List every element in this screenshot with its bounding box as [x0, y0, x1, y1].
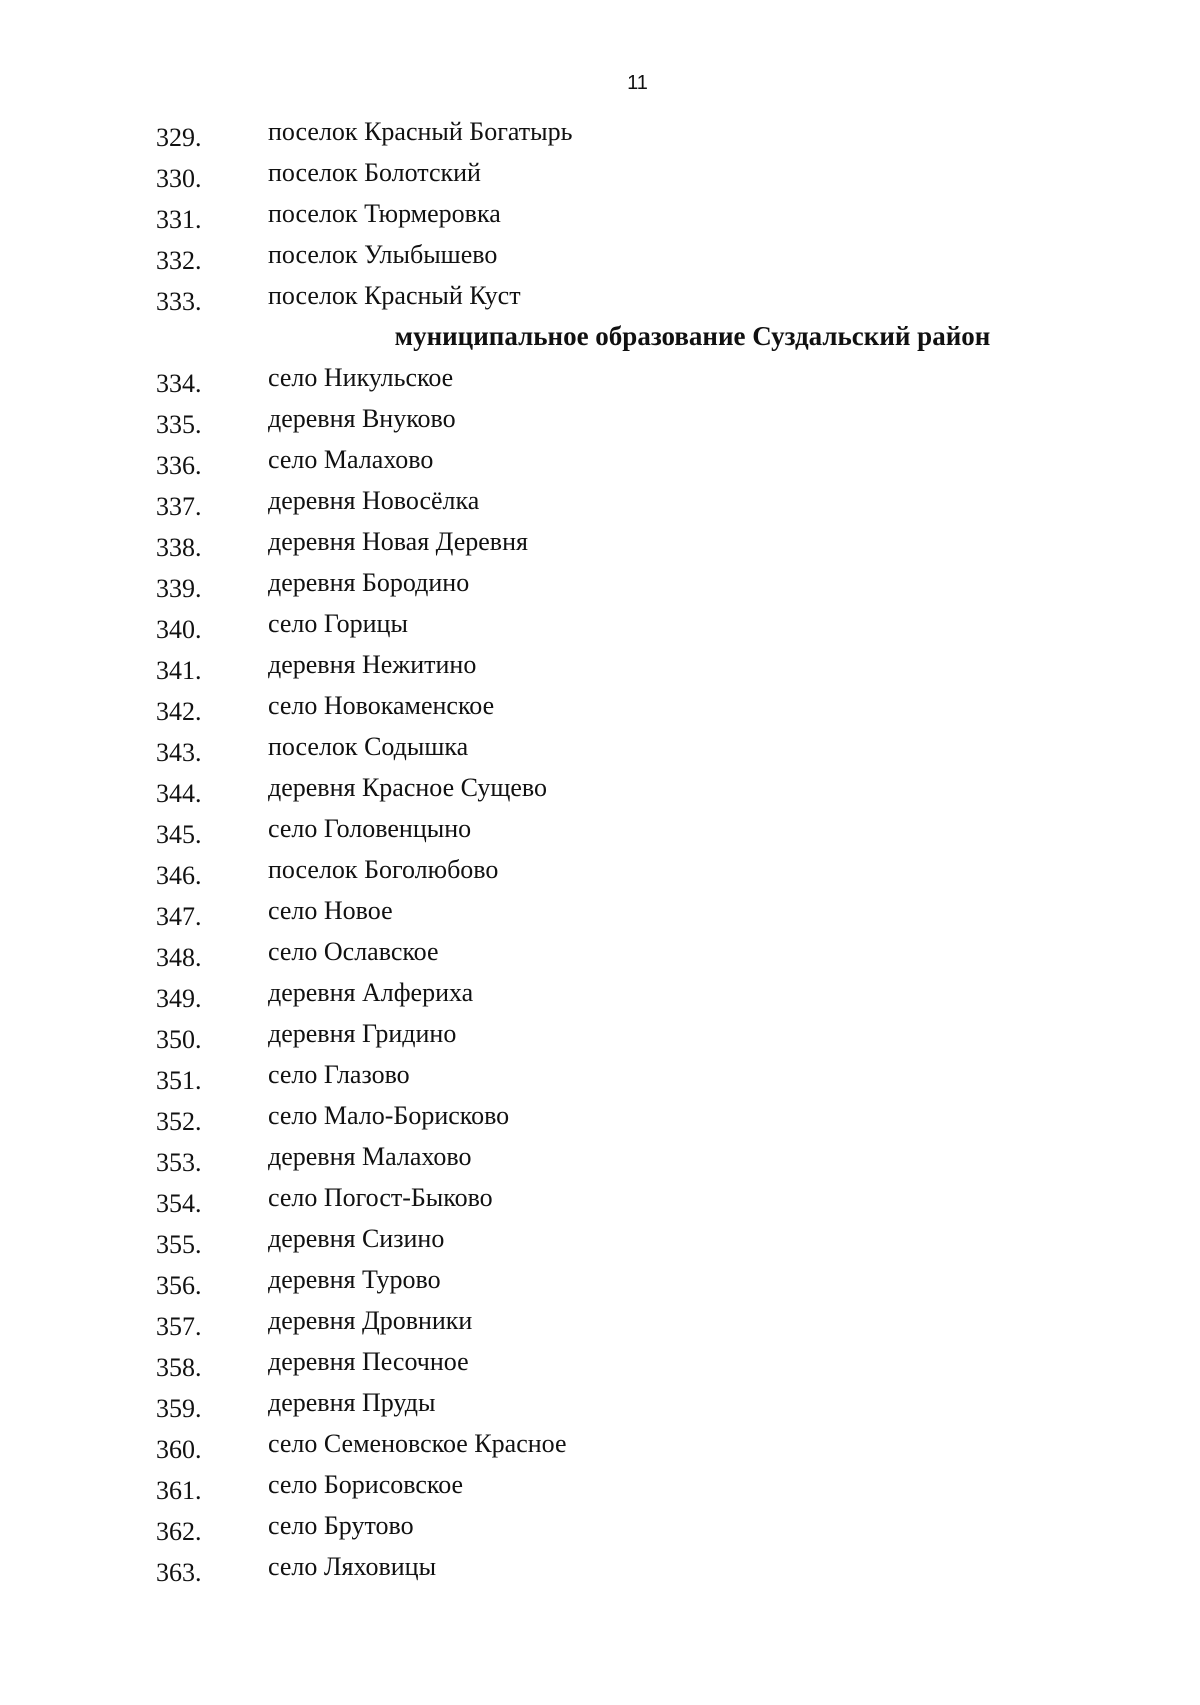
- item-number: 341.: [156, 656, 202, 685]
- list-item: [0, 521, 1200, 562]
- settlement-name: деревня Бородино: [268, 568, 470, 597]
- list-item: [0, 1300, 1200, 1341]
- item-number: 353.: [156, 1148, 202, 1177]
- list-item: [0, 1177, 1200, 1218]
- settlement-name: поселок Тюрмеровка: [268, 199, 501, 228]
- settlement-name: деревня Турово: [268, 1265, 441, 1294]
- list-item: [0, 1136, 1200, 1177]
- settlement-name: поселок Улыбышево: [268, 240, 498, 269]
- item-number: 348.: [156, 943, 202, 972]
- item-number: 349.: [156, 984, 202, 1013]
- list-item: [0, 685, 1200, 726]
- item-number: 335.: [156, 410, 202, 439]
- settlement-name: село Головенцыно: [268, 814, 472, 843]
- settlement-group-previous: [0, 111, 1200, 316]
- settlement-name: село Ославское: [268, 937, 439, 966]
- list-item: [0, 439, 1200, 480]
- list-item: [0, 890, 1200, 931]
- list-item: [0, 193, 1200, 234]
- settlement-name: село Глазово: [268, 1060, 410, 1089]
- settlement-name: деревня Внуково: [268, 404, 456, 433]
- list-item: [0, 972, 1200, 1013]
- list-item: [0, 1464, 1200, 1505]
- settlement-name: поселок Красный Богатырь: [268, 117, 573, 146]
- item-number: 346.: [156, 861, 202, 890]
- list-item: [0, 275, 1200, 316]
- list-item: [0, 1505, 1200, 1546]
- item-number: 352.: [156, 1107, 202, 1136]
- settlement-name: поселок Боголюбово: [268, 855, 499, 884]
- item-number: 356.: [156, 1271, 202, 1300]
- list-item: [0, 398, 1200, 439]
- item-number: 360.: [156, 1435, 202, 1464]
- settlement-name: село Новое: [268, 896, 393, 925]
- list-item: [0, 603, 1200, 644]
- list-item: [0, 767, 1200, 808]
- item-number: 342.: [156, 697, 202, 726]
- item-number: 337.: [156, 492, 202, 521]
- item-number: 345.: [156, 820, 202, 849]
- list-item: [0, 1013, 1200, 1054]
- settlement-name: деревня Алфериха: [268, 978, 474, 1007]
- list-item: [0, 1382, 1200, 1423]
- settlement-name: поселок Содышка: [268, 732, 469, 761]
- settlement-list: [0, 111, 1200, 1587]
- settlement-name: село Борисовское: [268, 1470, 464, 1499]
- settlement-name: деревня Красное Сущево: [268, 773, 548, 802]
- settlement-name: деревня Пруды: [268, 1388, 436, 1417]
- item-number: 358.: [156, 1353, 202, 1382]
- settlement-name: деревня Сизино: [268, 1224, 445, 1253]
- item-number: 363.: [156, 1558, 202, 1587]
- settlement-name: село Мало-Борисково: [268, 1101, 510, 1130]
- settlement-name: деревня Нежитино: [268, 650, 477, 679]
- list-item: [0, 480, 1200, 521]
- list-item: [0, 1095, 1200, 1136]
- item-number: 350.: [156, 1025, 202, 1054]
- list-item: [0, 357, 1200, 398]
- list-item: [0, 808, 1200, 849]
- list-item: [0, 1546, 1200, 1587]
- list-item: [0, 234, 1200, 275]
- settlement-name: деревня Гридино: [268, 1019, 457, 1048]
- settlement-name: деревня Новосёлка: [268, 486, 480, 515]
- list-item: [0, 562, 1200, 603]
- page-number: 11: [627, 72, 648, 94]
- item-number: 331.: [156, 205, 202, 234]
- item-number: 362.: [156, 1517, 202, 1546]
- settlement-name: село Малахово: [268, 445, 434, 474]
- list-item: [0, 1423, 1200, 1464]
- settlement-name: деревня Песочное: [268, 1347, 469, 1376]
- settlement-name: деревня Новая Деревня: [268, 527, 528, 556]
- item-number: 332.: [156, 246, 202, 275]
- item-number: 361.: [156, 1476, 202, 1505]
- list-item: [0, 1218, 1200, 1259]
- list-item: [0, 1259, 1200, 1300]
- settlement-name: село Погост-Быково: [268, 1183, 493, 1212]
- list-item: [0, 931, 1200, 972]
- settlement-name: поселок Красный Куст: [268, 281, 521, 310]
- settlement-name: село Новокаменское: [268, 691, 495, 720]
- item-number: 359.: [156, 1394, 202, 1423]
- item-number: 338.: [156, 533, 202, 562]
- settlement-name: деревня Дровники: [268, 1306, 473, 1335]
- list-item: [0, 111, 1200, 152]
- item-number: 336.: [156, 451, 202, 480]
- section-heading: муниципальное образование Суздальский район: [394, 321, 991, 351]
- item-number: 351.: [156, 1066, 202, 1095]
- settlement-name: село Никульское: [268, 363, 454, 392]
- item-number: 334.: [156, 369, 202, 398]
- settlement-group-suzdal: [0, 357, 1200, 1587]
- item-number: 355.: [156, 1230, 202, 1259]
- settlement-name: село Горицы: [268, 609, 408, 638]
- item-number: 330.: [156, 164, 202, 193]
- item-number: 343.: [156, 738, 202, 767]
- list-item: [0, 644, 1200, 685]
- list-item: [0, 726, 1200, 767]
- settlement-name: село Ляховицы: [268, 1552, 437, 1581]
- settlement-name: село Брутово: [268, 1511, 414, 1540]
- list-item: [0, 849, 1200, 890]
- item-number: 354.: [156, 1189, 202, 1218]
- list-item: [0, 152, 1200, 193]
- item-number: 347.: [156, 902, 202, 931]
- settlement-name: деревня Малахово: [268, 1142, 472, 1171]
- item-number: 329.: [156, 123, 202, 152]
- item-number: 357.: [156, 1312, 202, 1341]
- settlement-name: поселок Болотский: [268, 158, 481, 187]
- list-item: [0, 1054, 1200, 1095]
- list-item: [0, 1341, 1200, 1382]
- settlement-name: село Семеновское Красное: [268, 1429, 567, 1458]
- item-number: 340.: [156, 615, 202, 644]
- item-number: 344.: [156, 779, 202, 808]
- item-number: 333.: [156, 287, 202, 316]
- item-number: 339.: [156, 574, 202, 603]
